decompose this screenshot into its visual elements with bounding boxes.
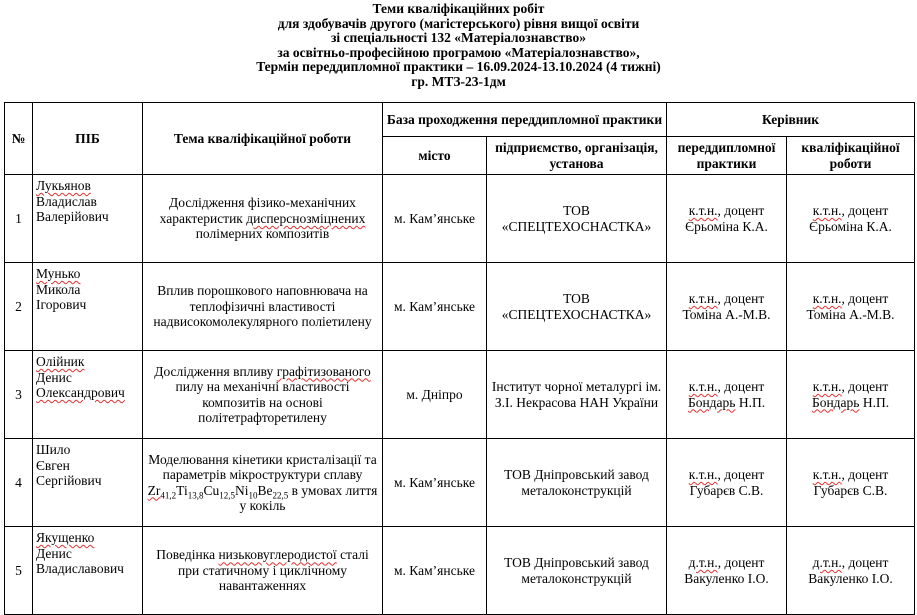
alloy-element: Ni bbox=[234, 482, 249, 498]
degree: д.т.н. bbox=[688, 555, 718, 570]
student-name bbox=[33, 351, 143, 439]
student-surname: Якущенко bbox=[36, 530, 95, 545]
column-header-thesis-supervisor: кваліфікаційної роботи bbox=[787, 137, 915, 175]
supervisor-initials: Н.П. bbox=[735, 394, 766, 410]
alloy-element: Ti bbox=[176, 482, 188, 498]
row-number: 5 bbox=[5, 527, 33, 615]
thesis-supervisor bbox=[787, 439, 915, 527]
topic-part: в умовах лиття у кокіль bbox=[239, 482, 378, 513]
column-header-number: № bbox=[5, 103, 33, 175]
topic-part: полімерних композитів bbox=[195, 226, 330, 242]
row-number: 1 bbox=[5, 175, 33, 263]
document-header bbox=[0, 0, 917, 90]
degree: к.т.н. bbox=[688, 203, 718, 218]
student-name bbox=[33, 527, 143, 615]
alloy-index: 12,5 bbox=[219, 490, 235, 501]
thesis-supervisor bbox=[787, 175, 915, 263]
student-name bbox=[33, 439, 143, 527]
supervisor-surname: Бондарь bbox=[687, 394, 736, 410]
thesis-topic bbox=[143, 351, 383, 439]
position: , доцент bbox=[841, 291, 889, 306]
topic-part: Дослідження фізико-механічних характеристик bbox=[159, 195, 356, 226]
column-header-base: База проходження переддипломної практики bbox=[383, 103, 667, 137]
table-row bbox=[5, 175, 915, 263]
position: , доцент bbox=[717, 379, 765, 394]
thesis-topic: Вплив порошкового наповнювача на теплофізичні властивості надвисокомолекулярного поліетилену bbox=[143, 263, 383, 351]
alloy-element: Cu bbox=[203, 482, 220, 498]
practice-organization: ТОВ Дніпровський завод металоконструкцій bbox=[487, 439, 667, 527]
topic-part-flagged: графітизованого bbox=[276, 363, 371, 379]
topic-part: Дослідження впливу bbox=[154, 363, 274, 379]
student-patronymic: Олександрович bbox=[36, 385, 125, 400]
header-line-2: для здобувачів другого (магістерського) рівня вищої освіти bbox=[277, 15, 640, 31]
degree: к.т.н. bbox=[812, 291, 842, 306]
position: , доцент bbox=[841, 203, 889, 218]
alloy-element: Be bbox=[257, 482, 273, 498]
row-number: 4 bbox=[5, 439, 33, 527]
student-surname: Лукьянов bbox=[36, 178, 91, 193]
degree: к.т.н. bbox=[812, 379, 842, 394]
topics-table bbox=[4, 102, 915, 615]
practice-supervisor bbox=[667, 527, 787, 615]
thesis-supervisor bbox=[787, 527, 915, 615]
column-header-name: ПІБ bbox=[33, 103, 143, 175]
thesis-supervisor bbox=[787, 263, 915, 351]
student-surname: Мунько bbox=[36, 266, 81, 281]
column-header-topic: Тема кваліфікаційної роботи bbox=[143, 103, 383, 175]
column-header-supervisor: Керівник bbox=[667, 103, 915, 137]
practice-city: м. Кам’янське bbox=[383, 175, 487, 263]
student-first-name: Денис bbox=[36, 369, 72, 385]
degree: к.т.н. bbox=[812, 467, 842, 482]
header-line-6: гр. МТЗ-23-1дм bbox=[411, 73, 506, 89]
alloy-index: 13,8 bbox=[187, 490, 204, 501]
supervisor-name: Губарєв С.В. bbox=[813, 482, 888, 498]
practice-city: м. Дніпро bbox=[383, 351, 487, 439]
supervisor-name: Єрьоміна К.А. bbox=[809, 218, 892, 234]
topic-part-flagged: дисперснозміцнених bbox=[246, 210, 366, 226]
column-header-practice-supervisor: переддипломної практики bbox=[667, 137, 787, 175]
practice-supervisor bbox=[667, 351, 787, 439]
degree: к.т.н. bbox=[812, 203, 842, 218]
position: , доцент bbox=[841, 467, 889, 482]
practice-supervisor bbox=[667, 263, 787, 351]
table-row bbox=[5, 439, 915, 527]
topic-part: Поведінка bbox=[156, 547, 216, 563]
supervisor-name: Вакуленко І.О. bbox=[684, 570, 769, 586]
practice-organization: ТОВ «СПЕЦТЕХОСНАСТКА» bbox=[487, 263, 667, 351]
thesis-topic bbox=[143, 527, 383, 615]
header-line-4: за освітньо-професійною програмою «Матеріалознавство», bbox=[277, 44, 640, 60]
supervisor-surname: Бондарь bbox=[811, 394, 860, 410]
position: , доцент bbox=[717, 203, 765, 218]
supervisor-name: Вакуленко І.О. bbox=[808, 570, 893, 586]
degree: к.т.н. bbox=[688, 379, 718, 394]
row-number: 2 bbox=[5, 263, 33, 351]
position: , доцент bbox=[841, 379, 889, 394]
table-header-row bbox=[5, 103, 915, 137]
supervisor-name: Єрьоміна К.А. bbox=[685, 218, 768, 234]
degree: к.т.н. bbox=[688, 291, 718, 306]
thesis-topic bbox=[143, 175, 383, 263]
alloy-index: 22,5 bbox=[272, 490, 289, 501]
student-name bbox=[33, 263, 143, 351]
student-first-name: Денис bbox=[36, 545, 72, 561]
alloy-index: 41,2 bbox=[160, 490, 177, 501]
column-header-organization: підприємство, організація, установа bbox=[487, 137, 667, 175]
student-patronymic: Ігорович bbox=[36, 297, 87, 312]
header-line-3: зі спеціальності 132 «Матеріалознавство» bbox=[330, 30, 587, 46]
position: , доцент bbox=[841, 555, 889, 570]
position: , доцент bbox=[717, 467, 765, 482]
practice-supervisor bbox=[667, 439, 787, 527]
practice-city: м. Кам’янське bbox=[383, 263, 487, 351]
practice-organization: ТОВ Дніпровський завод металоконструкцій bbox=[487, 527, 667, 615]
student-name bbox=[33, 175, 143, 263]
student-surname: Олійник bbox=[36, 354, 85, 369]
topic-part-flagged: низьковуглеродистої bbox=[218, 547, 337, 563]
alloy-index: 10 bbox=[248, 490, 258, 501]
position: , доцент bbox=[717, 555, 765, 570]
degree: д.т.н. bbox=[812, 555, 842, 570]
practice-supervisor bbox=[667, 175, 787, 263]
student-surname: Шило bbox=[36, 442, 71, 457]
thesis-supervisor bbox=[787, 351, 915, 439]
student-first-name: Микола bbox=[36, 281, 81, 297]
practice-organization: ТОВ «СПЕЦТЕХОСНАСТКА» bbox=[487, 175, 667, 263]
student-first-name: Владислав bbox=[36, 193, 97, 209]
supervisor-name: Губарєв С.В. bbox=[689, 482, 764, 498]
alloy-element: Zr bbox=[147, 482, 161, 498]
supervisor-name: Томіна А.-М.В. bbox=[806, 306, 895, 322]
header-line-1: Теми кваліфікаційних робіт bbox=[372, 1, 545, 16]
student-patronymic: Владиславович bbox=[36, 561, 124, 576]
degree: к.т.н. bbox=[688, 467, 718, 482]
column-header-city: місто bbox=[383, 137, 487, 175]
topic-part: сталі при статичному і циклічному навантаженнях bbox=[178, 547, 369, 594]
supervisor-name: Томіна А.-М.В. bbox=[682, 306, 771, 322]
table-row bbox=[5, 351, 915, 439]
topic-part: пилу на механічні властивості композитів на основі політетрафторетилену bbox=[175, 379, 350, 425]
supervisor-initials: Н.П. bbox=[859, 394, 890, 410]
row-number: 3 bbox=[5, 351, 33, 439]
thesis-topic bbox=[143, 439, 383, 527]
topic-part: Моделювання кінетики кристалізації та параметрів мікроструктури сплаву bbox=[148, 451, 377, 482]
table-row bbox=[5, 527, 915, 615]
table-row bbox=[5, 263, 915, 351]
header-line-5: Термін переддипломної практики – 16.09.2024-13.10.2024 (4 тижні) bbox=[256, 59, 661, 75]
student-patronymic: Сергійович bbox=[36, 473, 102, 488]
alloy-formula bbox=[147, 482, 177, 501]
position: , доцент bbox=[717, 291, 765, 306]
practice-organization: Інститут чорної металургі ім. З.І. Некрасова НАН України bbox=[487, 351, 667, 439]
practice-city: м. Кам’янське bbox=[383, 527, 487, 615]
student-first-name: Євген bbox=[36, 457, 70, 473]
practice-city: м. Кам’янське bbox=[383, 439, 487, 527]
student-patronymic: Валерійович bbox=[36, 209, 109, 224]
